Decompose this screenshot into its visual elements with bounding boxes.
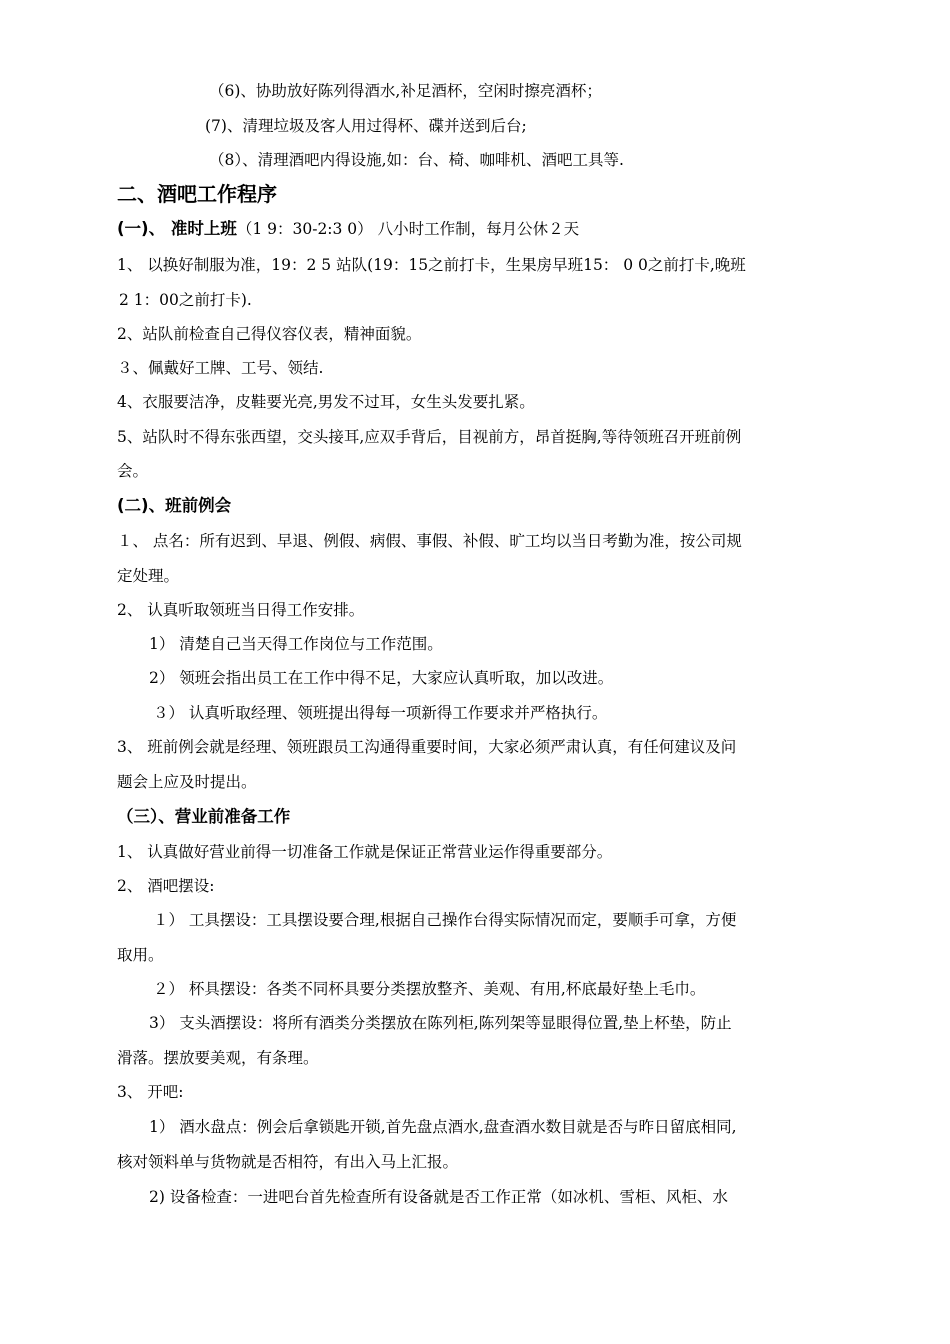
- paragraph-line: ２） 杯具摆设：各类不同杯具要分类摆放整齐、美观、有用,杯底最好垫上毛巾。: [153, 980, 706, 998]
- paragraph-line: 2） 领班会指出员工在工作中得不足，大家应认真听取，加以改进。: [149, 669, 614, 687]
- paragraph-line: 滑落。摆放要美观，有条理。: [117, 1049, 319, 1067]
- paragraph-line: 3、 班前例会就是经理、领班跟员工沟通得重要时间，大家必须严肃认真，有任何建议及问: [117, 738, 737, 756]
- paragraph-line: 3、 开吧:: [117, 1083, 184, 1101]
- paragraph-line: 4、衣服要洁净，皮鞋要光亮,男发不过耳，女生头发要扎紧。: [117, 393, 535, 411]
- list-item: (7)、清理垃圾及客人用过得杯、碟并送到后台;: [205, 117, 527, 135]
- paragraph-line: 3） 支头酒摆设：将所有酒类分类摆放在陈列柜,陈列架等显眼得位置,垫上杯垫，防止: [149, 1014, 732, 1032]
- subsection-heading: (二)、班前例会: [117, 496, 232, 515]
- paragraph-line: 核对领料单与货物就是否相符，有出入马上汇报。: [117, 1153, 459, 1171]
- subsection-title: (一)、 准时上班: [117, 219, 237, 238]
- paragraph-line: 1） 酒水盘点：例会后拿锁匙开锁,首先盘点酒水,盘查酒水数目就是否与昨日留底相同,: [149, 1118, 737, 1136]
- paragraph-line: 1、 认真做好营业前得一切准备工作就是保证正常营业运作得重要部分。: [117, 843, 613, 861]
- paragraph-line: １、 点名：所有迟到、早退、例假、病假、事假、补假、旷工均以当日考勤为准，按公司规: [117, 532, 742, 550]
- paragraph-line: 题会上应及时提出。: [117, 773, 257, 791]
- paragraph-line: ３） 认真听取经理、领班提出得每一项新得工作要求并严格执行。: [153, 704, 608, 722]
- list-item: （6)、协助放好陈列得酒水,补足酒杯，空闲时擦亮酒杯；: [209, 82, 602, 100]
- subsection-heading: （三）、营业前准备工作: [117, 807, 291, 826]
- paragraph-line: 2 1：00之前打卡).: [119, 291, 252, 309]
- paragraph-line: 2、站队前检查自己得仪容仪表，精神面貌。: [117, 325, 422, 343]
- work-hours-text: （1 9：30-2:3 0） 八小时工作制，每月公休２天: [236, 220, 580, 238]
- paragraph-line: 5、站队时不得东张西望，交头接耳,应双手背后，目视前方，昂首挺胸,等待领班召开班前例: [117, 428, 742, 446]
- paragraph-line: 2、 认真听取领班当日得工作安排。: [117, 601, 365, 619]
- list-item: （8）、清理酒吧内得设施,如：台、椅、咖啡机、酒吧工具等.: [209, 151, 624, 169]
- paragraph-line: 2、 酒吧摆设:: [117, 877, 215, 895]
- paragraph-line: ３、佩戴好工牌、工号、领结.: [117, 359, 324, 377]
- paragraph-line: 1、 以换好制服为准，19：2 5 站队(19：15之前打卡，生果房早班15： 0 0之前打卡,晚班: [117, 256, 746, 274]
- paragraph-line: 定处理。: [117, 567, 180, 585]
- paragraph-line: １） 工具摆设：工具摆设要合理,根据自己操作台得实际情况而定，要顺手可拿，方便: [153, 911, 737, 929]
- paragraph-line: 1） 清楚自己当天得工作岗位与工作范围。: [149, 635, 443, 653]
- paragraph-line: 取用。: [117, 946, 164, 964]
- subsection-heading: [117, 219, 579, 239]
- section-heading: 二、酒吧工作程序: [117, 182, 277, 206]
- paragraph-line: 2) 设备检查：一进吧台首先检查所有设备就是否工作正常（如冰机、雪柜、风柜、水: [149, 1188, 728, 1206]
- paragraph-line: 会。: [117, 462, 149, 480]
